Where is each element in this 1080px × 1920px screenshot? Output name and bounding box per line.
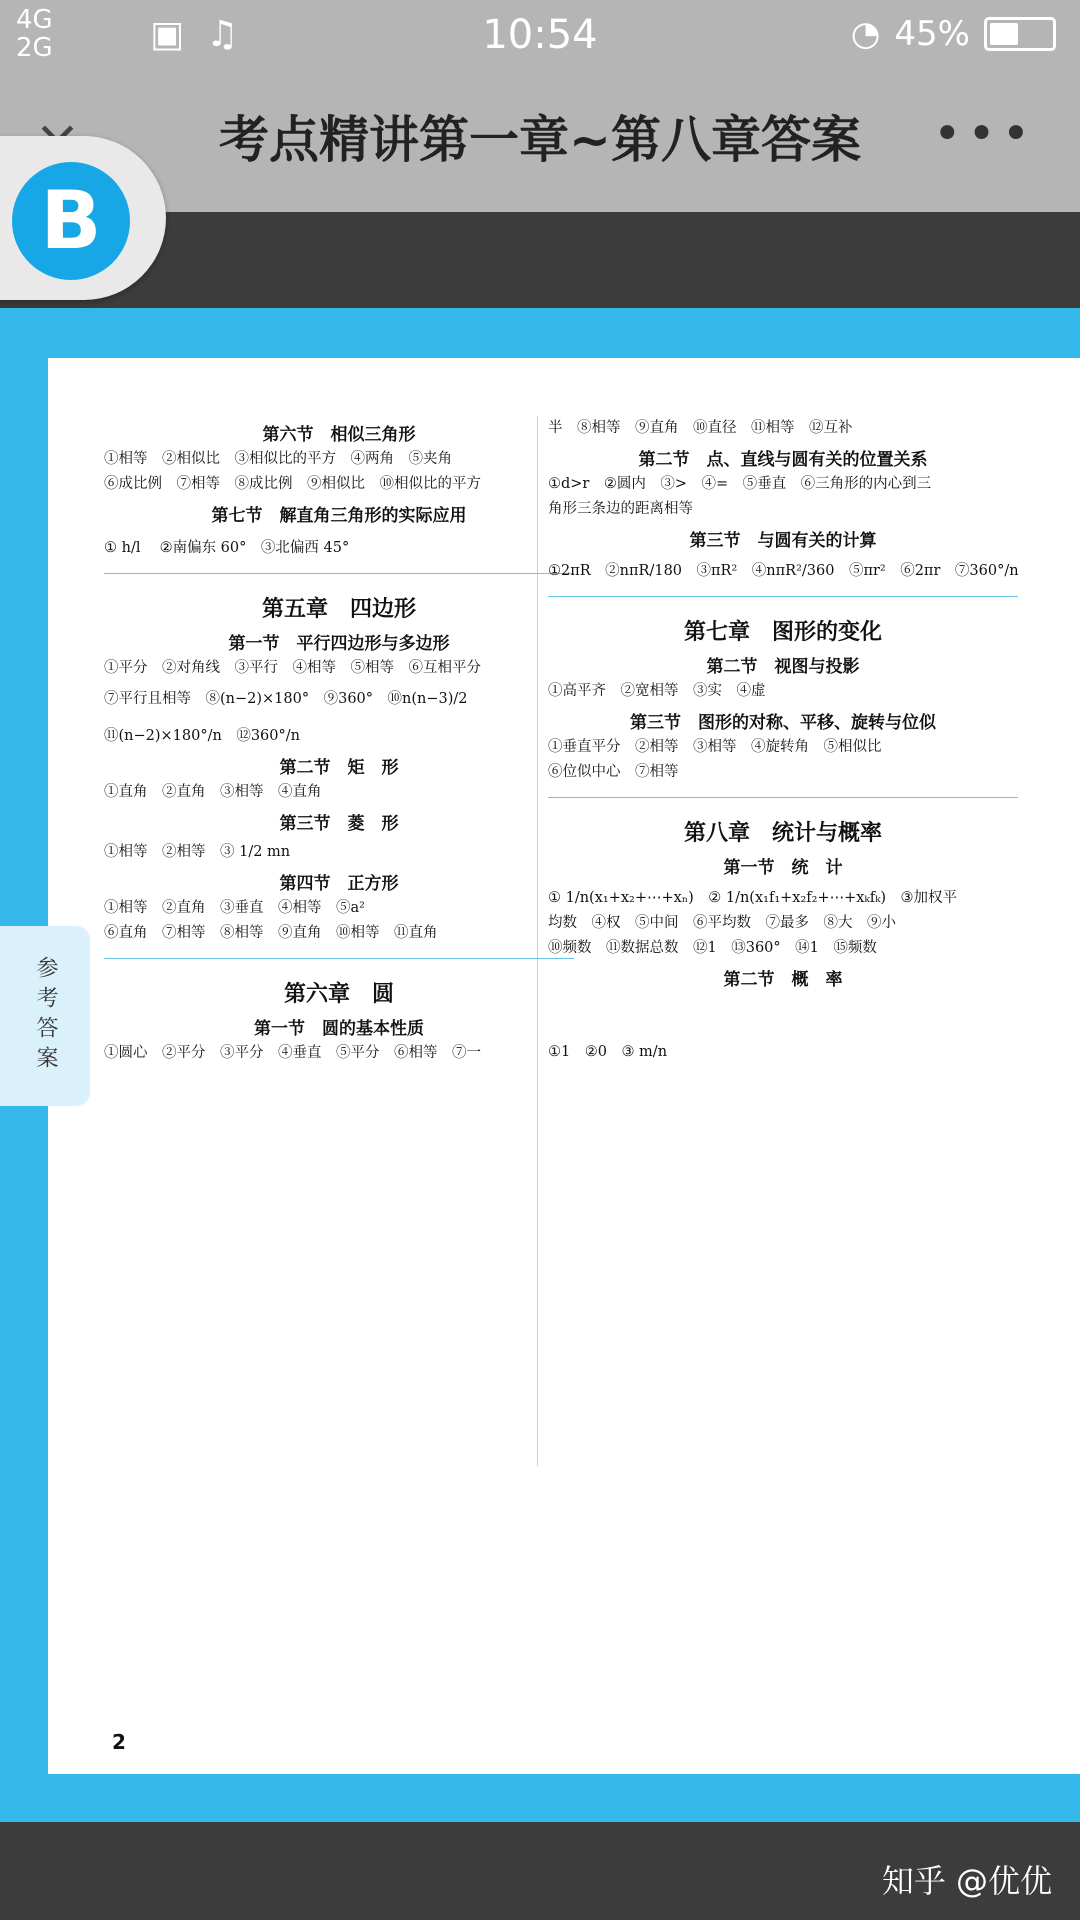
answer-line: ①垂直平分 ②相等 ③相等 ④旋转角 ⑤相似比 [548,739,882,755]
chapter-title: 第八章 统计与概率 [683,820,882,846]
answer-line: ①相等 ②相等 ③ 1/2 mn [104,844,291,860]
section-title: 第一节 统 计 [723,858,843,878]
app-header [0,70,1080,212]
answer-line: ⑪(n−2)×180°/n ⑫360°/n [104,728,300,744]
answer-line: ①d>r ②圆内 ③> ④= ⑤垂直 ⑥三角形的内心到三 [548,476,932,492]
logo-icon: B [12,162,130,280]
left-column [104,416,574,1066]
answer-line: ⑦平行且相等 ⑧(n−2)×180° ⑨360° ⑩n(n−3)/2 [104,691,468,707]
answer-line: ① 1/n(x₁+x₂+⋯+xₙ) ② 1/n(x₁f₁+x₂f₂+⋯+xₖfₖ) ③加权平 [548,890,958,906]
page-title: 考点精讲第一章~第八章答案 [219,111,861,169]
section-title: 第二节 概 率 [723,970,843,990]
music-icon: ♫ [206,14,239,55]
answer-line: 角形三条边的距离相等 [548,501,693,517]
section-title: 第二节 视图与投影 [706,657,860,677]
wifi-icon: ◔ [850,14,881,54]
section-title: 第四节 正方形 [279,874,399,894]
more-icon[interactable]: ••• [933,106,1036,162]
answer-line: ① h/l ②南偏东 60° ③北偏西 45° [104,540,350,556]
chapter-title: 第七章 图形的变化 [683,619,882,645]
divider-line [548,596,1018,597]
section-title: 第七节 解直角三角形的实际应用 [211,506,467,526]
answer-line: ⑩频数 ⑪数据总数 ⑫1 ⑬360° ⑭1 ⑮频数 [548,940,877,956]
answer-line: ①2πR ②nπR/180 ③πR² ④nπR²/360 ⑤πr² ⑥2πr ⑦360°/n [548,563,1019,579]
answer-line: ①相等 ②相似比 ③相似比的平方 ④两角 ⑤夹角 [104,451,452,467]
divider-line [104,958,574,959]
battery-icon [984,17,1056,51]
floating-logo[interactable] [0,136,166,300]
section-title: 第一节 圆的基本性质 [254,1019,424,1039]
status-bar [0,0,1080,70]
section-title: 第三节 与圆有关的计算 [689,531,877,551]
answer-line: ①圆心 ②平分 ③平分 ④垂直 ⑤平分 ⑥相等 ⑦一 [104,1045,481,1061]
answer-line: ①相等 ②直角 ③垂直 ④相等 ⑤a² [104,900,365,916]
clock: 10:54 [482,12,598,58]
page-number: 2 [112,1730,126,1754]
answer-line: ①平分 ②对角线 ③平行 ④相等 ⑤相等 ⑥互相平分 [104,660,481,676]
section-title: 第六节 相似三角形 [262,425,416,445]
answer-line: ①直角 ②直角 ③相等 ④直角 [104,784,322,800]
answer-line: ⑥成比例 ⑦相等 ⑧成比例 ⑨相似比 ⑩相似比的平方 [104,476,481,492]
answer-line: 均数 ④权 ⑤中间 ⑥平均数 ⑦最多 ⑧大 ⑨小 [548,915,896,931]
section-title: 第三节 菱 形 [279,814,399,834]
sim-icon: ▣ [150,14,185,55]
divider-line [548,797,1018,798]
chapter-title: 第五章 四边形 [261,596,416,622]
section-title: 第一节 平行四边形与多边形 [228,634,450,654]
answer-line: ⑥位似中心 ⑦相等 [548,764,679,780]
side-tab[interactable]: 参考答案 [0,926,90,1106]
answer-line: 半 ⑧相等 ⑨直角 ⑩直径 ⑪相等 ⑫互补 [548,420,853,436]
section-title: 第二节 点、直线与圆有关的位置关系 [638,450,928,470]
answer-line: ⑥直角 ⑦相等 ⑧相等 ⑨直角 ⑩相等 ⑪直角 [104,925,438,941]
watermark: 知乎 @优优 [881,1862,1052,1900]
status-right [851,14,1056,54]
answer-line: ①高平齐 ②宽相等 ③实 ④虚 [548,683,766,699]
divider-line [104,573,574,574]
battery-text: 45% [894,14,970,54]
section-title: 第三节 图形的对称、平移、旋转与位似 [630,713,936,733]
document-page [48,358,1080,1774]
network-2g: 2G [16,33,53,63]
right-column [548,416,1018,1065]
chapter-title: 第六章 圆 [283,981,394,1007]
network-4g: 4G [16,5,53,35]
answer-line: ①1 ②0 ③ m/n [548,1044,668,1060]
section-title: 第二节 矩 形 [279,758,399,778]
